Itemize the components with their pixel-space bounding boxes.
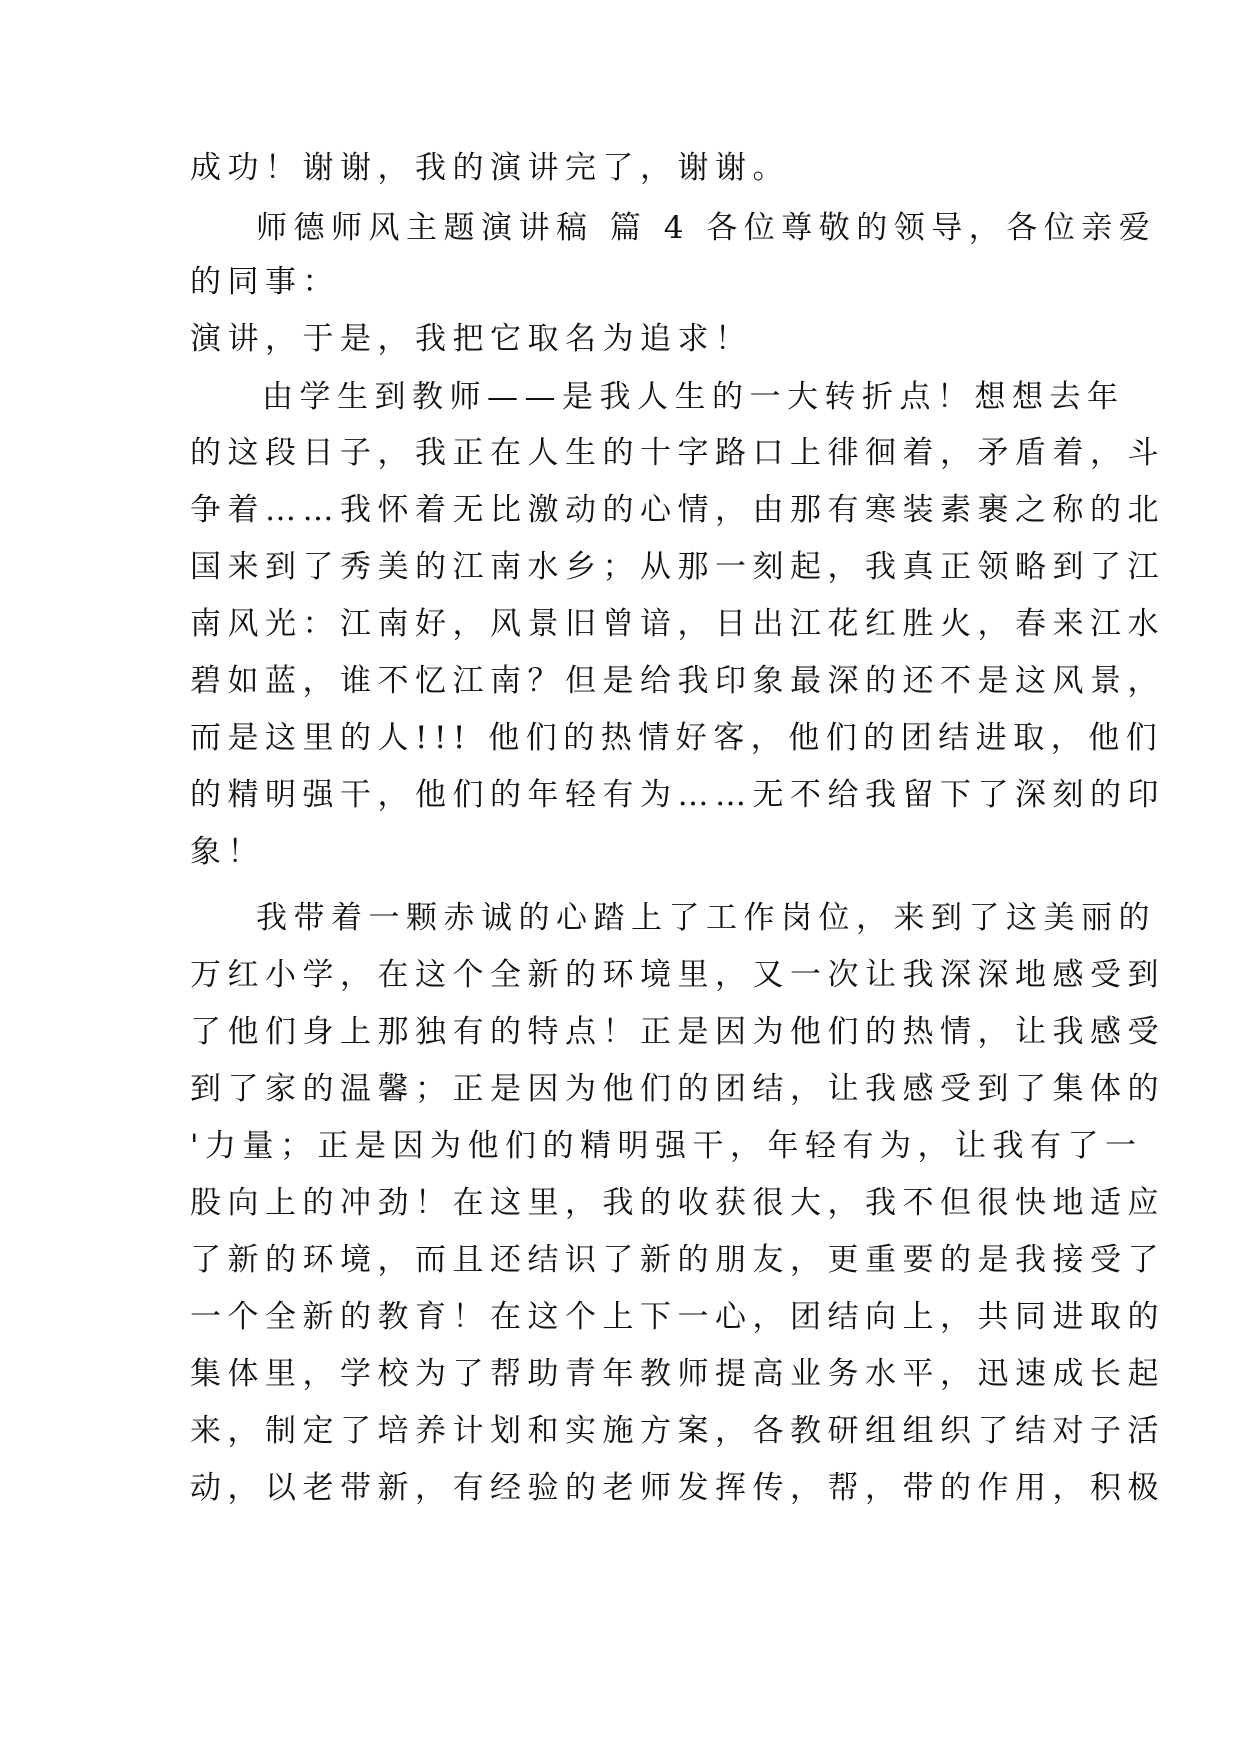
text-line: 到了家的温馨；正是因为他们的团结，让我感受到了集体的 [190, 1071, 1165, 1107]
text-line: 演讲，于是，我把它取名为追求！ [190, 321, 753, 357]
text-line: 而是这里的人!!! 他们的热情好客，他们的团结进取，他们 [190, 720, 1164, 756]
text-line: 南风光：江南好，风景旧曾谙，日出江花红胜火，春来江水 [190, 606, 1165, 642]
text-line: 象！ [190, 834, 265, 870]
text-line: 争着……我怀着无比激动的心情，由那有寒装素裹之称的北 [190, 492, 1165, 528]
text-line: 的精明强干，他们的年轻有为……无不给我留下了深刻的印 [190, 777, 1165, 813]
text-line: 一个全新的教育！在这个上下一心，团结向上，共同进取的 [190, 1299, 1165, 1335]
text-line: '力量；正是因为他们的精明强干，年轻有为，让我有了一 [190, 1128, 1143, 1164]
text-line: 成功！谢谢，我的演讲完了，谢谢。 [190, 150, 790, 186]
text-line: 集体里，学校为了帮助青年教师提高业务水平，迅速成长起 [190, 1356, 1165, 1392]
text-line: 师德师风主题演讲稿 篇 4 各位尊敬的领导，各位亲爱 [256, 210, 1157, 246]
text-line: 来，制定了培养计划和实施方案，各教研组组织了结对子活 [190, 1413, 1165, 1449]
text-line: 的这段日子，我正在人生的十字路口上徘徊着，矛盾着，斗 [190, 435, 1165, 471]
text-line: 的同事： [190, 264, 340, 300]
text-line: 由学生到教师——是我人生的一大转折点！想想去年 [262, 379, 1125, 415]
text-line: 了新的环境，而且还结识了新的朋友，更重要的是我接受了 [190, 1242, 1165, 1278]
text-line: 股向上的冲劲！在这里，我的收获很大，我不但很快地适应 [190, 1185, 1165, 1221]
text-line: 动，以老带新，有经验的老师发挥传，帮，带的作用，积极 [190, 1470, 1165, 1506]
text-line: 国来到了秀美的江南水乡；从那一刻起，我真正领略到了江 [190, 549, 1165, 585]
text-line: 万红小学，在这个全新的环境里，又一次让我深深地感受到 [190, 957, 1165, 993]
text-line: 了他们身上那独有的特点！正是因为他们的热情，让我感受 [190, 1014, 1165, 1050]
text-line: 碧如蓝，谁不忆江南？但是给我印象最深的还不是这风景， [190, 663, 1165, 699]
text-line: 我带着一颗赤诚的心踏上了工作岗位，来到了这美丽的 [256, 900, 1156, 936]
